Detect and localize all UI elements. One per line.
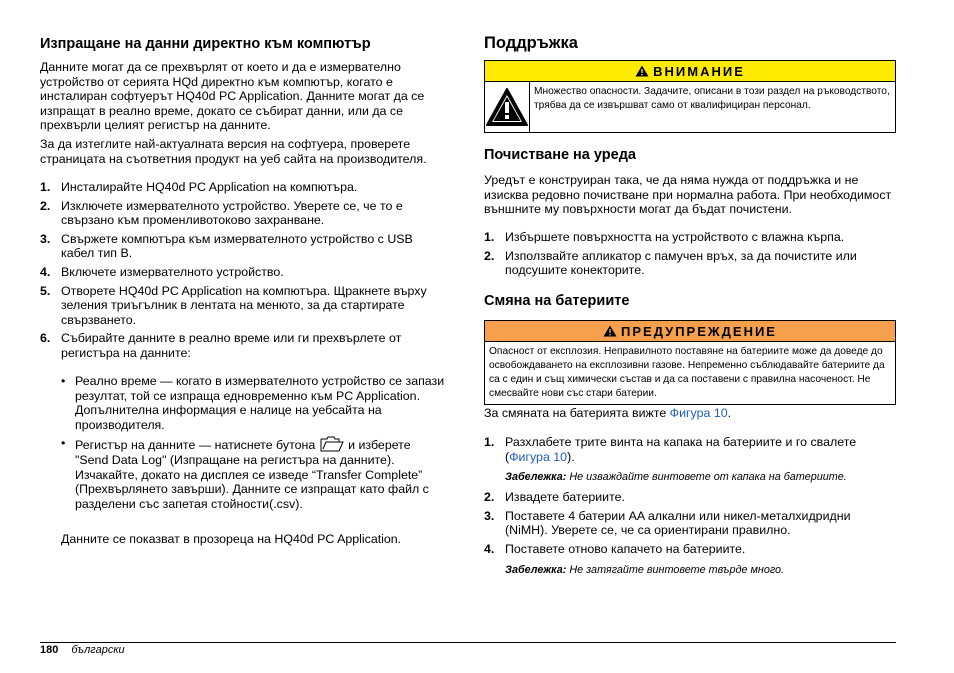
list-item: 2. Изключете измервателното устройство. Уверете се, че то е свързано към променливотоково захранване.	[40, 198, 403, 228]
page-footer	[40, 643, 125, 657]
note-screws-cover: Забележка: Не изваждайте винтовете от капака на батериите.	[505, 471, 847, 484]
latest-version-paragraph: За да изтеглите най-актуалната версия на софтуера, проверете страницата на съответния продукт на уеб сайта на производителя.	[40, 137, 427, 166]
battery-steps	[484, 435, 896, 583]
send-data-steps	[40, 180, 447, 361]
section-heading-send-data: Изпращане на данни директно към компютър	[40, 36, 371, 52]
warning-triangle-icon	[603, 325, 617, 337]
list-item: 2. Използвайте апликатор с памучен връх, за да почистите или подсушите конекторите.	[484, 248, 857, 278]
outro-paragraph: Данните се показват в прозореца на HQ40d PC Application.	[61, 532, 402, 546]
cleaning-steps	[484, 230, 896, 278]
footer-rule	[40, 642, 896, 643]
list-item: 3. Свържете компютъра към измервателното устройство с USB кабел тип B.	[40, 231, 413, 261]
list-item: 1. Инсталирайте HQ40d PC Application на компютъра.	[40, 180, 358, 194]
warning-triangle-icon	[635, 65, 649, 77]
caution-icon-cell	[485, 82, 530, 132]
transfer-options-list	[61, 374, 447, 511]
list-item: 1. Разхлабете трите винта на капака на батериите и го свалете (Фигура 10). Забележка: Не изваждайте винтовете от капака на батериите.	[484, 435, 896, 484]
list-item: 2. Извадете батериите.	[484, 490, 625, 505]
section-heading-batteries: Смяна на батериите	[484, 293, 630, 309]
list-item: 5. Отворете HQ40d PC Application на компютъра. Щракнете върху зеления триъгълник в лентата на менюто, за да стартирате свързването.	[40, 283, 427, 327]
warning-box	[484, 320, 896, 405]
list-item: 4. Включете измервателното устройство.	[40, 264, 284, 279]
folder-icon	[320, 436, 344, 452]
section-heading-maintenance: Поддръжка	[484, 34, 578, 52]
list-item: 4. Поставете отново капачето на батериите. Забележка: Не затягайте винтовете твърде много.	[484, 542, 896, 577]
footer-language: български	[71, 644, 125, 656]
figure-10-link[interactable]: Фигура 10	[669, 406, 728, 420]
list-item: 1. Избършете повърхността на устройството с влажна кърпа.	[484, 230, 845, 244]
list-item: 3. Поставете 4 батерии AA алкални или никел-металхидридни (NiMH). Уверете се, че са ориентирани правилно.	[484, 508, 851, 538]
caution-header: ВНИМАНИЕ	[485, 61, 895, 82]
page-number: 180	[40, 644, 59, 656]
warning-text: Опасност от експлозия. Неправилното поставяне на батериите може да доведе до освобождаването на експлозивни газове. Непременно съблюдавайте батериите да са с един и същ химически състав и да са поставени с правилна насоченост. Не смесвайте нови със стари батерии.	[489, 346, 885, 399]
warning-header: ПРЕДУПРЕЖДЕНИЕ	[485, 321, 895, 342]
caution-text: Множество опасности. Задачите, описани в този раздел на ръководството, трябва да се извършват само от квалифициран персонал.	[534, 86, 890, 111]
intro-paragraph: Данните могат да се прехвърлят от което и да е измервателно устройство от серията HQd директно към компютър, когато е инсталиран софтуерът HQ40d PC Application. Данните могат да се изпращат в реално време, докато се събират данни, или да се прехвърли целият регистър на данните.	[40, 60, 425, 133]
note-screws-tight: Забележка: Не затягайте винтовете твърде много.	[505, 563, 785, 576]
caution-box	[484, 60, 896, 133]
exclamation-icon	[485, 87, 529, 127]
section-heading-cleaning: Почистване на уреда	[484, 147, 636, 163]
list-item: • Реално време — когато в измервателното устройство се запази резултат, той се изпраща едновременно към PC Application. Допълнителна информация е налице на уебсайта на производителя.	[61, 374, 445, 432]
battery-figure-reference: За смяната на батерията вижте Фигура 10.	[484, 406, 732, 420]
list-item: • Регистър на данните — натиснете бутона и изберете "Send Data Log" (Изпращане на регистъра на данните). Изчакайте, докато на дисплея се изведе “Transfer Complete” (Прехвърлянето завърши). Данните се изпращат като файл с разделени със запетая стойности(.csv).	[61, 436, 429, 511]
cleaning-paragraph: Уредът е конструиран така, че да няма нужда от поддръжка и не изисква редовно почистване при нормална работа. При необходимост външните му повърхности могат да бъдат почистени.	[484, 173, 892, 217]
list-item: 6. Събирайте данните в реално време или ги прехвърлете от регистъра на данните:	[40, 331, 402, 360]
figure-10-link[interactable]: Фигура 10	[509, 449, 568, 464]
